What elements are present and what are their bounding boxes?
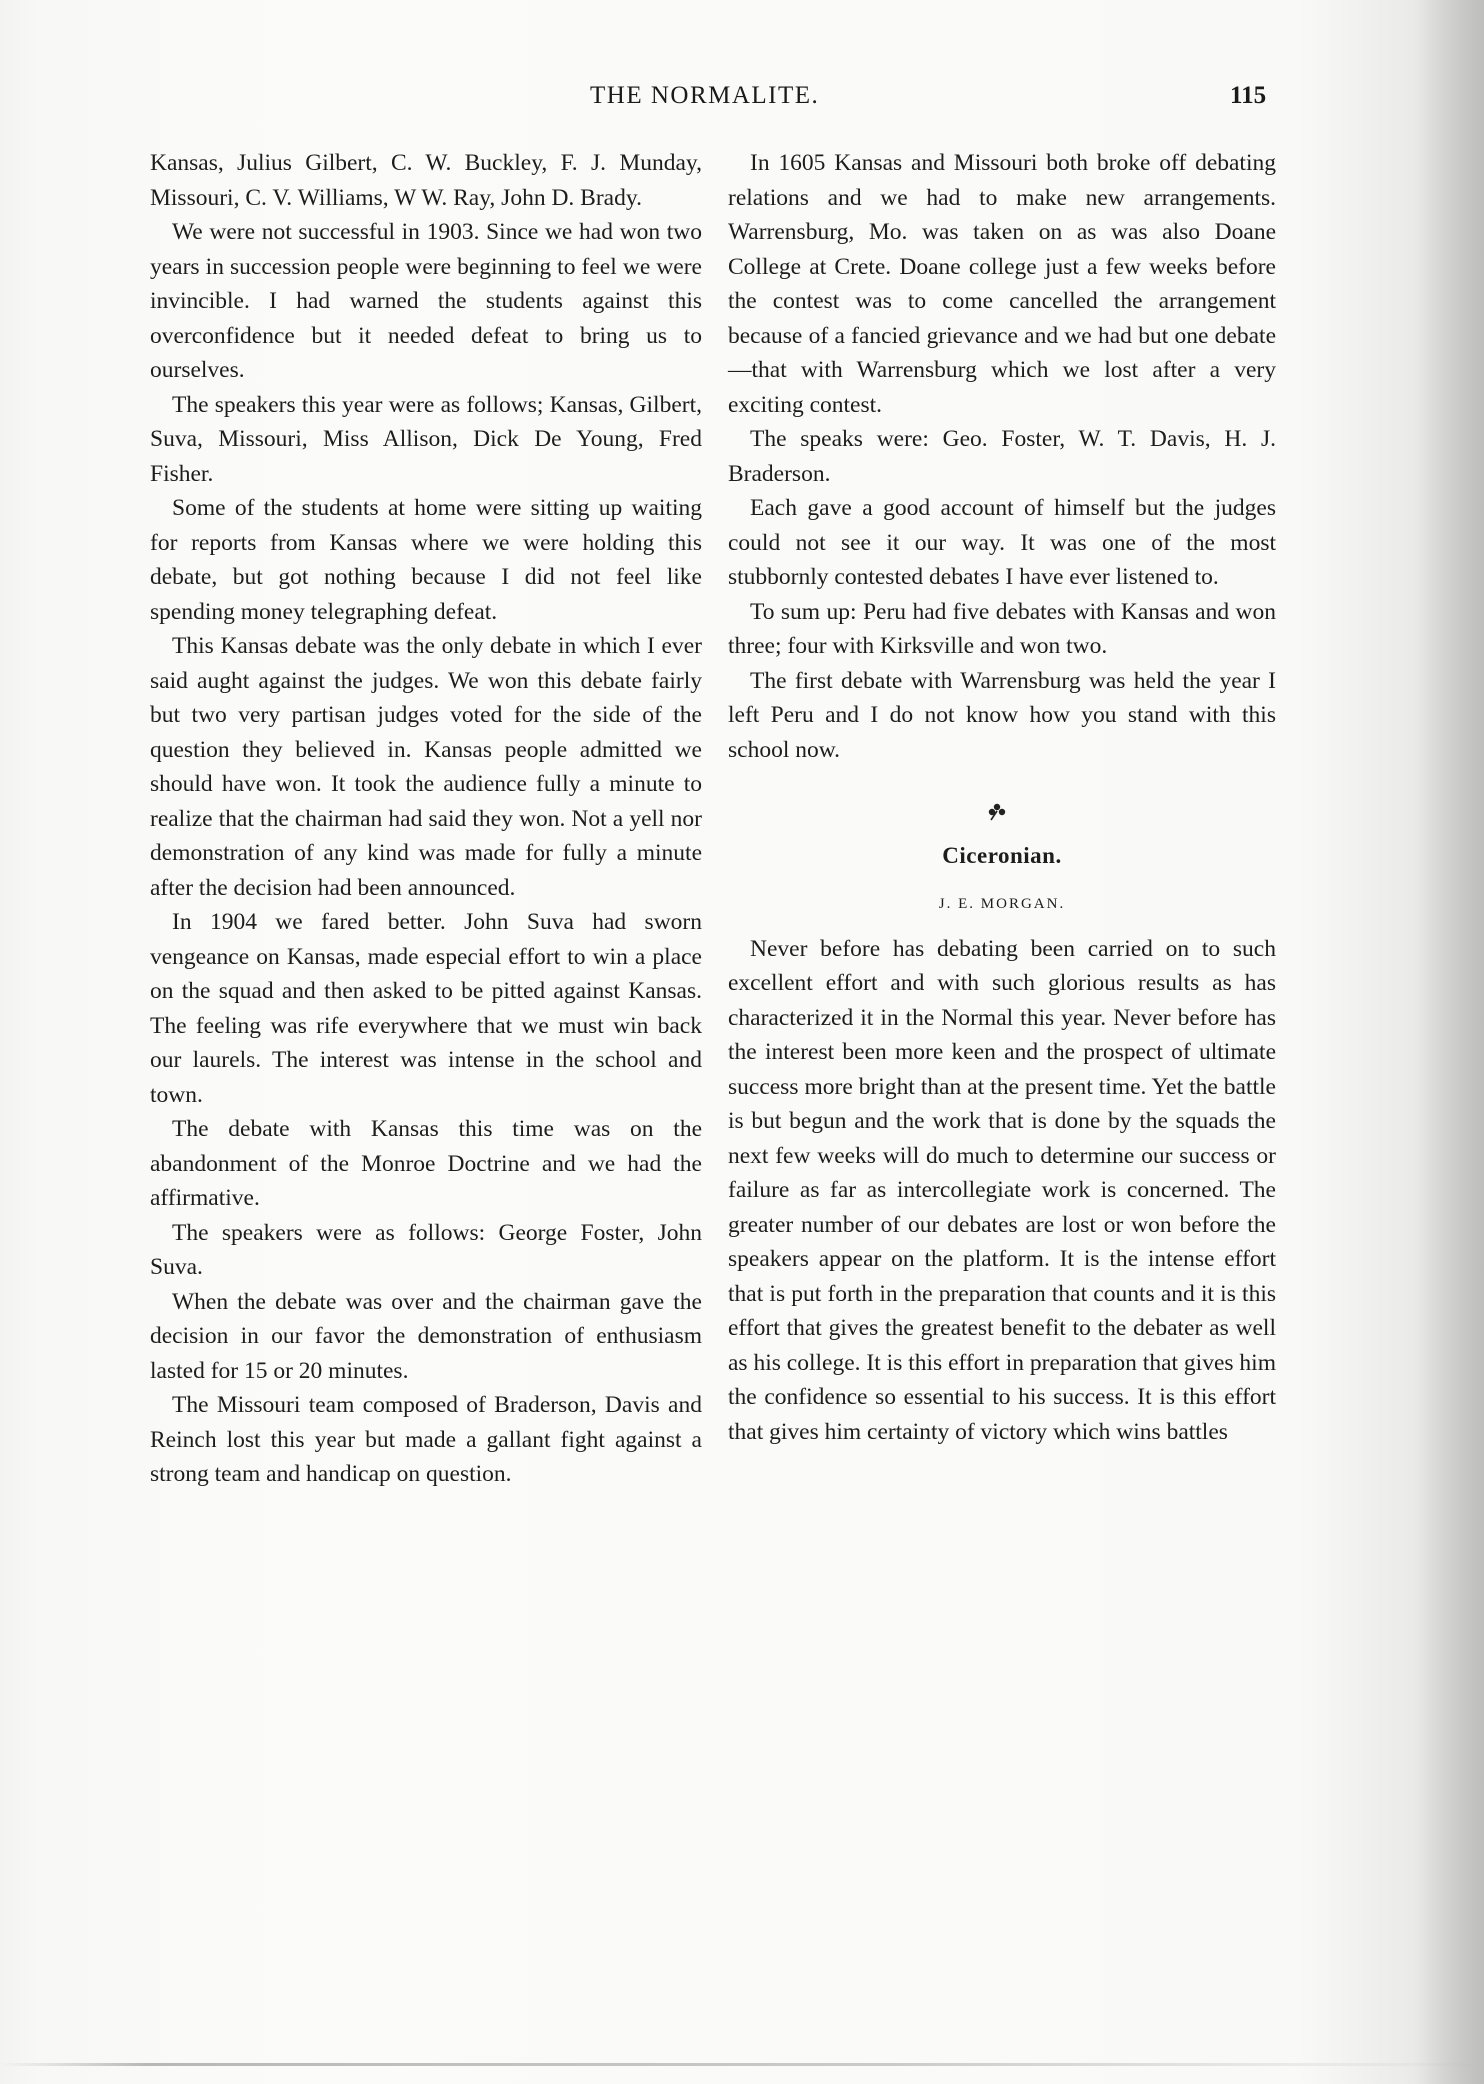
page-header xyxy=(0,82,1484,122)
binding-shadow xyxy=(1414,0,1484,2084)
paragraph: This Kansas debate was the only debate in which I ever said aught against the judges. We won this debate fairly but two very partisan judges voted for the side of the question they believed in. Kansas people admitted we should have won. It took the audience fully a minute to realize that the chairman had said they won. Not a yell nor demonstration of any kind was made for fully a minute after the decision had been announced. xyxy=(150,633,702,901)
paragraph: In 1605 Kansas and Missouri both broke off debating relations and we had to make new arrangements. Warrensburg, Mo. was taken on as was also Doane College at Crete. Doane college just a few weeks before the contest was to come cancelled the arrangement because of a fancied grievance and we had but one debate—that with Warrensburg which we lost after a very exciting contest. xyxy=(728,150,1276,418)
paragraph: Kansas, Julius Gilbert, C. W. Buckley, F. J. Munday, Missouri, C. V. Williams, W W. Ray, John D. Brady. xyxy=(150,150,702,211)
paragraph: When the debate was over and the chairman gave the decision in our favor the demonstration of enthusiasm lasted for 15 or 20 minutes. xyxy=(150,1288,702,1384)
paragraph: The speaks were: Geo. Foster, W. T. Davis, H. J. Braderson. xyxy=(728,426,1276,487)
page-number: 115 xyxy=(1230,82,1267,109)
paragraph: To sum up: Peru had five debates with Kansas and won three; four with Kirksville and won two. xyxy=(728,598,1276,659)
paragraph: The debate with Kansas this time was on the abandonment of the Monroe Doctrine and we had the affirmative. xyxy=(150,1116,702,1211)
left-column xyxy=(150,146,702,1492)
paragraph: Some of the students at home were sitting up waiting for reports from Kansas where we were holding this debate, but got nothing because I did not feel like spending money telegraphing defeat. xyxy=(150,495,702,625)
paragraph: The first debate with Warrensburg was held the year I left Peru and I do not know how you stand with this school now. xyxy=(728,667,1276,763)
paragraph: Never before has debating been carried on to such excellent effort and with such glorious results as has characterized it in the Normal this year. Never before has the interest been more keen and the prospect of ultimate success more bright than at the present time. Yet the battle is but begun and the work that is done by the squads the next few weeks will do much to determine our success or failure as far as intercollegiate work is concerned. The greater number of our debates are lost or won before the speakers appear on the platform. It is the intense effort that is put forth in the preparation that counts and it is this effort that gives the greatest benefit to the debater as well as his college. It is this effort in preparation that gives him the confidence so essential to his success. It is this effort that gives him certainty of victory which wins battles xyxy=(728,935,1276,1445)
running-title: THE NORMALITE. xyxy=(590,82,820,109)
author-byline: J. E. MORGAN. xyxy=(938,896,1066,912)
page-bottom-edge xyxy=(0,2063,1484,2066)
right-column xyxy=(728,146,1276,1449)
paragraph: The Missouri team composed of Braderson, Davis and Reinch lost this year but made a gallant fight against a strong team and handicap on question. xyxy=(150,1392,702,1487)
paragraph: We were not successful in 1903. Since we had won two years in succession people were beginning to feel we were invincible. I had warned the students against this overconfidence but it needed defeat to bring us to ourselves. xyxy=(150,219,702,383)
paragraph: The speakers were as follows: George Foster, John Suva. xyxy=(150,1219,702,1280)
leaf-ornament-icon xyxy=(986,801,1008,821)
paragraph: The speakers this year were as follows; Kansas, Gilbert, Suva, Missouri, Miss Allison, Dick De Young, Fred Fisher. xyxy=(150,391,702,487)
paragraph: In 1904 we fared better. John Suva had sworn vengeance on Kansas, made especial effort to win a place on the squad and then asked to be pitted against Kansas. The feeling was rife everywhere that we must win back our laurels. The interest was intense in the school and town. xyxy=(150,909,702,1108)
section-heading-block xyxy=(728,791,1276,881)
paragraph: Each gave a good account of himself but the judges could not see it our way. It was one of the most stubbornly contested debates I have ever listened to. xyxy=(728,495,1276,590)
section-title: Ciceronian. xyxy=(942,843,1062,868)
